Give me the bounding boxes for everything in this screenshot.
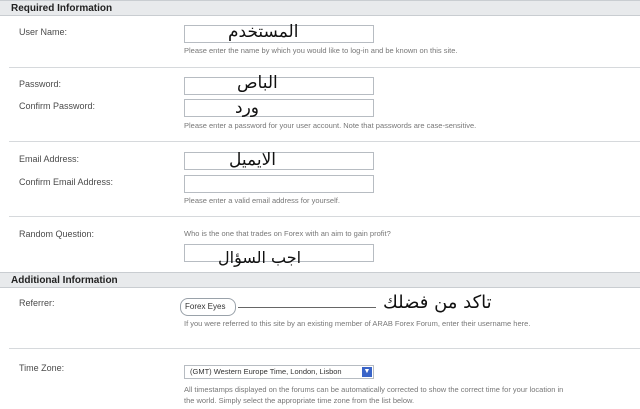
referrer-label: Referrer: [19, 298, 55, 308]
row-separator [9, 67, 640, 68]
username-label: User Name: [19, 27, 68, 37]
row-separator [9, 216, 640, 217]
email-label: Email Address: [19, 154, 80, 164]
random-question-annotation: اجب السؤال [218, 248, 302, 267]
confirm-password-label: Confirm Password: [19, 101, 96, 111]
row-separator [9, 141, 640, 142]
password-label: Password: [19, 79, 62, 89]
username-hint: Please enter the name by which you would like to log-in and be known on this site. [184, 46, 458, 55]
referrer-hint: If you were referred to this site by an existing member of ARAB Forex Forum, enter their username here. [184, 319, 531, 328]
timezone-hint: All timestamps displayed on the forums can be automatically corrected to show the correct time for your location in the world. Simply select the appropriate time zone from the list below. [184, 385, 564, 405]
timezone-select[interactable] [184, 365, 374, 379]
chevron-down-icon[interactable]: ▼ [363, 368, 371, 375]
password-annotation: الباص [237, 73, 278, 93]
confirm-email-label: Confirm Email Address: [19, 177, 114, 187]
timezone-selected-value: (GMT) Western Europe Time, London, Lisbon [190, 367, 342, 376]
referrer-input[interactable]: Forex Eyes [180, 298, 236, 316]
timezone-label: Time Zone: [19, 363, 65, 373]
annotation-pointer-line [238, 307, 376, 308]
confirm-email-input[interactable] [184, 175, 374, 193]
confirm-password-input[interactable] [184, 99, 374, 117]
random-question-label: Random Question: [19, 229, 95, 239]
password-input[interactable] [184, 77, 374, 95]
email-hint: Please enter a valid email address for yourself. [184, 196, 340, 205]
username-annotation: المستخدم [228, 22, 299, 42]
random-question-text: Who is the one that trades on Forex with an aim to gain profit? [184, 229, 391, 238]
email-annotation: الايميل [229, 150, 276, 170]
email-input[interactable] [184, 152, 374, 170]
section-header-additional: Additional Information [0, 272, 640, 288]
section-header-required: Required Information [0, 0, 640, 16]
referrer-annotation: تاكد من فضلك [383, 292, 492, 313]
confirm-password-annotation: ورد [235, 98, 259, 118]
row-separator [9, 348, 640, 349]
password-hint: Please enter a password for your user account. Note that passwords are case-sensitive. [184, 121, 477, 130]
